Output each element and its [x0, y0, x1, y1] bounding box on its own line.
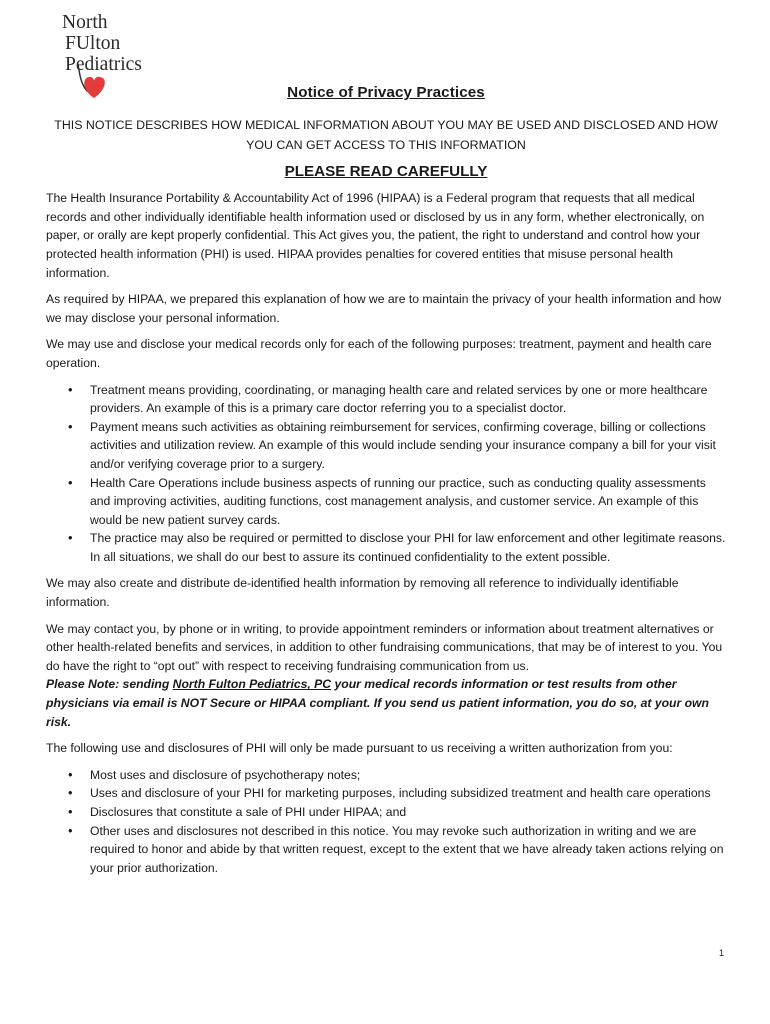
read-carefully-heading: PLEASE READ CAREFULLY: [284, 162, 488, 180]
note-prefix: Please Note: sending: [46, 677, 173, 692]
contact-paragraph: [46, 620, 726, 676]
page-title: Notice of Privacy Practices: [287, 84, 485, 101]
email-warning-note: [46, 675, 726, 731]
contact-text: We may contact you, by phone or in writing, to provide appointment reminders or information about treatment alternatives or other health-related benefits and services, in addition to other fundraising communications, that may be of interest to you. You do have the right to “opt out” with respect to receiving fundraising communication from us.: [46, 621, 723, 673]
list-item: • Most uses and disclosure of psychotherapy notes;: [90, 766, 726, 785]
explanation-paragraph: As required by HIPAA, we prepared this explanation of how we are to maintain the privacy of your health information and how we may disclose your personal information.: [46, 292, 722, 325]
purposes-list: [46, 381, 726, 567]
logo-line-3: Pediatrics: [65, 54, 142, 75]
page-number: 1: [719, 948, 725, 958]
deidentified-paragraph: We may also create and distribute de-identified health information by removing all reference to individually identifiable information.: [46, 576, 679, 610]
list-item: • Treatment means providing, coordinating, or managing health care and related services by one or more healthcare providers. An example of this is a primary care doctor referring you to a specialist doctor.: [90, 381, 726, 418]
authorization-list: [46, 766, 726, 878]
list-item: • Other uses and disclosures not described in this notice. You may revoke such authorization in writing and we are required to honor and abide by that written request, except to the extent that we have already taken actions relying on your prior authorization.: [90, 822, 726, 878]
list-item: • Health Care Operations include business aspects of running our practice, such as conducting quality assessments and improving activities, auditing functions, cost management analysis, and customer service. An example of this would be new patient survey cards.: [90, 474, 726, 530]
list-item: • Uses and disclosure of your PHI for marketing purposes, including subsidized treatment and health care operations: [90, 784, 726, 803]
authorization-paragraph: The following use and disclosures of PHI will only be made pursuant to us receiving a written authorization from you:: [46, 741, 673, 756]
notice-subtitle: THIS NOTICE DESCRIBES HOW MEDICAL INFORMATION ABOUT YOU MAY BE USED AND DISCLOSED AND HOW YOU CAN GET ACCESS TO THIS INFORMATION: [54, 117, 718, 152]
hipaa-intro-paragraph: The Health Insurance Portability & Accountability Act of 1996 (HIPAA) is a Federal program that requests that all medical records and other individually identifiable health information used or disclosed by us in any form, whether electronically, on paper, or orally are kept properly confidential. This Act gives you, the patient, the right to understand and control how your protected health information (PHI) is used. HIPAA provides penalties for covered entities that misuse personal health information.: [46, 191, 705, 280]
list-item: • Payment means such activities as obtaining reimbursement for services, confirming coverage, billing or collections activities and utilization review. An example of this would include sending your insurance company a bill for your visit and/or verifying coverage prior to a surgery.: [90, 418, 726, 474]
notice-content: [46, 84, 726, 885]
purposes-paragraph: We may use and disclose your medical records only for each of the following purposes: treatment, payment and health care operation.: [46, 337, 712, 370]
logo-line-1: North: [62, 12, 108, 33]
list-item: • Disclosures that constitute a sale of PHI under HIPAA; and: [90, 803, 726, 822]
note-suffix: your medical records information or test results from other physicians via email is NOT Secure or HIPAA compliant. If you send us patient information, you do so, at your own risk.: [46, 677, 709, 729]
list-item: • The practice may also be required or permitted to disclose your PHI for law enforcement and other legitimate reasons. In all situations, we shall do our best to assure its continued confidentiality to the extent possible.: [90, 529, 726, 566]
practice-name: North Fulton Pediatrics, PC: [172, 677, 332, 692]
logo-line-2: FUlton: [65, 33, 121, 54]
